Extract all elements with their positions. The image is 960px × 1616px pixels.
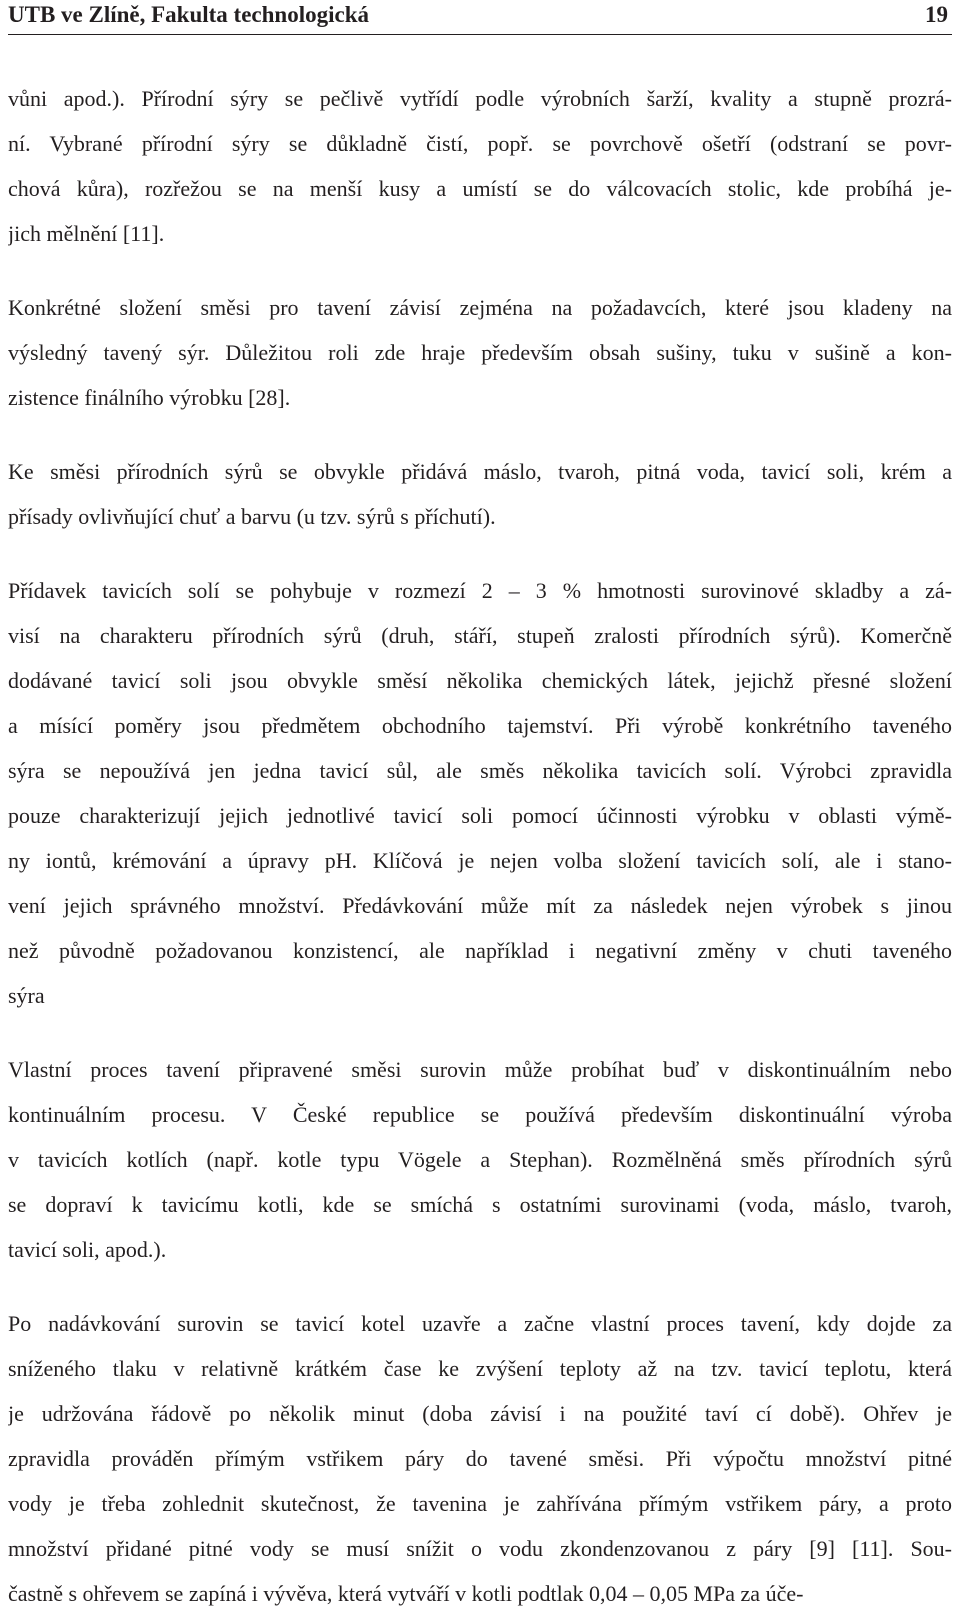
text-line: v tavicích kotlích (např. kotle typu Vögele a Stephan). Rozmělněná směs přírodních sýrů <box>8 1147 952 1172</box>
paragraph <box>8 1047 952 1272</box>
page-header <box>8 0 952 35</box>
text-line: ny iontů, krémování a úpravy pH. Klíčová je nejen volba složení tavicích solí, ale i stano- <box>8 848 952 873</box>
text-line: je udržována řádově po několik minut (doba závisí i na použité taví cí době). Ohřev je <box>8 1401 952 1426</box>
text-line: Vlastní proces tavení připravené směsi surovin může probíhat buď v diskontinuálním nebo <box>8 1057 952 1082</box>
text-line: přísady ovlivňující chuť a barvu (u tzv. sýrů s příchutí). <box>8 504 496 529</box>
text-line: ní. Vybrané přírodní sýry se důkladně čistí, popř. se povrchově ošetří (odstraní se povr- <box>8 131 952 156</box>
paragraph-gap <box>8 256 952 285</box>
text-line: častně s ohřevem se zapíná i vývěva, která vytváří v kotli podtlak 0,04 – 0,05 MPa za úče- <box>8 1581 804 1606</box>
text-line: sýra se nepoužívá jen jedna tavicí sůl, ale směs několika tavicích solí. Výrobci zpravidla <box>8 758 952 783</box>
text-line: kontinuálním procesu. V České republice se používá především diskontinuální výroba <box>8 1102 952 1127</box>
text-line: a mísící poměry jsou předmětem obchodního tajemství. Při výrobě konkrétního taveného <box>8 713 952 738</box>
paragraph <box>8 76 952 256</box>
text-line: vody je třeba zohlednit skutečnost, že tavenina je zahřívána přímým vstřikem páry, a proto <box>8 1491 952 1516</box>
text-line: Po nadávkování surovin se tavicí kotel uzavře a začne vlastní proces tavení, kdy dojde za <box>8 1311 952 1336</box>
text-line: visí na charakteru přírodních sýrů (druh, stáří, stupeň zralosti přírodních sýrů). Komerčně <box>8 623 952 648</box>
header-title: UTB ve Zlíně, Fakulta technologická <box>8 2 369 27</box>
paragraph <box>8 449 952 539</box>
text-line: pouze charakterizují jejich jednotlivé tavicí soli pomocí účinnosti výrobku v oblasti výmě- <box>8 803 952 828</box>
paragraph-gap <box>8 539 952 568</box>
text-line: vůni apod.). Přírodní sýry se pečlivě vytřídí podle výrobních šarží, kvality a stupně prozrá- <box>8 86 952 111</box>
text-line: zpravidla prováděn přímým vstřikem páry do tavené směsi. Při výpočtu množství pitné <box>8 1446 952 1471</box>
text-line: dodávané tavicí soli jsou obvykle směsí několika chemických látek, jejichž přesné složení <box>8 668 952 693</box>
text-line: Konkrétné složení směsi pro tavení závisí zejména na požadavcích, které jsou kladeny na <box>8 295 952 320</box>
text-line: chová kůra), rozřežou se na menší kusy a umístí se do válcovacích stolic, kde probíhá je- <box>8 176 952 201</box>
paragraph <box>8 568 952 1018</box>
text-line: výsledný tavený sýr. Důležitou roli zde hraje především obsah sušiny, tuku v sušině a kon- <box>8 340 952 365</box>
paragraph-gap <box>8 1272 952 1301</box>
page-number: 19 <box>925 2 948 27</box>
text-line: sýra <box>8 983 45 1008</box>
text-line: jich mělnění [11]. <box>8 221 165 246</box>
text-line: tavicí soli, apod.). <box>8 1237 167 1262</box>
text-line: množství přidané pitné vody se musí snížit o vodu zkondenzovanou z páry [9] [11]. Sou- <box>8 1536 952 1561</box>
document-body <box>8 76 952 1616</box>
paragraph <box>8 285 952 420</box>
text-line: Přídavek tavicích solí se pohybuje v rozmezí 2 – 3 % hmotnosti surovinové skladby a zá- <box>8 578 952 603</box>
text-line: vení jejich správného množství. Předávkování může mít za následek nejen výrobek s jinou <box>8 893 952 918</box>
text-line: sníženého tlaku v relativně krátkém čase ke zvýšení teploty až na tzv. tavicí teplotu, která <box>8 1356 952 1381</box>
paragraph-gap <box>8 420 952 449</box>
paragraph <box>8 1301 952 1616</box>
paragraph-gap <box>8 1018 952 1047</box>
text-line: zistence finálního výrobku [28]. <box>8 385 291 410</box>
text-line: se dopraví k tavicímu kotli, kde se smíchá s ostatními surovinami (voda, máslo, tvaroh, <box>8 1192 952 1217</box>
text-line: než původně požadovanou konzistencí, ale například i negativní změny v chuti taveného <box>8 938 952 963</box>
text-line: Ke směsi přírodních sýrů se obvykle přidává máslo, tvaroh, pitná voda, tavicí soli, krém a <box>8 459 952 484</box>
